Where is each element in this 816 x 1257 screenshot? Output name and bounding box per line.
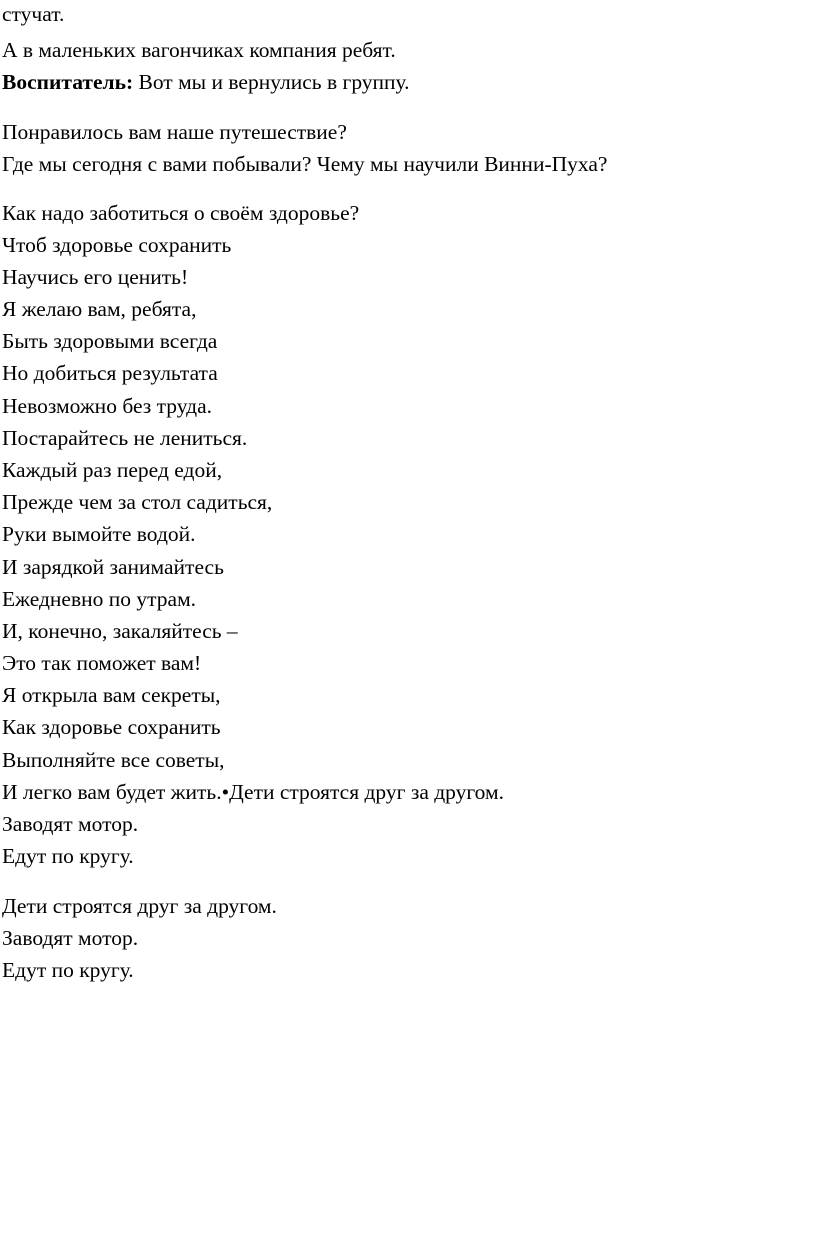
speaker-label: Воспитатель:	[2, 70, 134, 94]
speaker-line	[2, 72, 410, 94]
poem-line: Заводят мотор.	[2, 812, 139, 836]
poem-line: И, конечно, закаляйтесь –	[2, 619, 238, 643]
speaker-text: Вот мы и вернулись в группу.	[133, 70, 410, 94]
poem-line: Как надо заботиться о своём здоровье?	[2, 201, 360, 225]
poem-line: Невозможно без труда.	[2, 394, 213, 418]
poem-line: Я открыла вам секреты,	[2, 683, 221, 707]
poem-line: Выполняйте все советы,	[2, 748, 225, 772]
poem-line: Постарайтесь не лениться.	[2, 426, 248, 450]
poem-line: Чтоб здоровье сохранить	[2, 233, 232, 257]
poem-line: И зарядкой занимайтесь	[2, 555, 224, 579]
text-line: Понравилось вам наше путешествие?	[2, 120, 347, 144]
poem-line: Быть здоровыми всегда	[2, 329, 218, 353]
ending-line: Дети строятся друг за другом.	[2, 894, 277, 918]
text-line: Где мы сегодня с вами побывали? Чему мы научили Винни-Пуха?	[2, 152, 608, 176]
poem-line: Я желаю вам, ребята,	[2, 297, 197, 321]
text-line: А в маленьких вагончиках компания ребят.	[2, 38, 396, 62]
poem-line: Но добиться результата	[2, 361, 218, 385]
ending-line: Заводят мотор.	[2, 926, 139, 950]
poem-line: Руки вымойте водой.	[2, 522, 196, 546]
poem-line: И легко вам будет жить.•Дети строятся друг за другом.	[2, 780, 505, 804]
poem-line: Каждый раз перед едой,	[2, 458, 223, 482]
poem-line: Научись его ценить!	[2, 265, 189, 289]
ending-line: Едут по кругу.	[2, 958, 134, 982]
poem-line: Это так поможет вам!	[2, 651, 202, 675]
text-line: стучат.	[2, 2, 65, 26]
poem-line: Ежедневно по утрам.	[2, 587, 197, 611]
poem-line: Прежде чем за стол садиться,	[2, 490, 273, 514]
poem-line: Едут по кругу.	[2, 844, 134, 868]
poem-line: Как здоровье сохранить	[2, 715, 221, 739]
